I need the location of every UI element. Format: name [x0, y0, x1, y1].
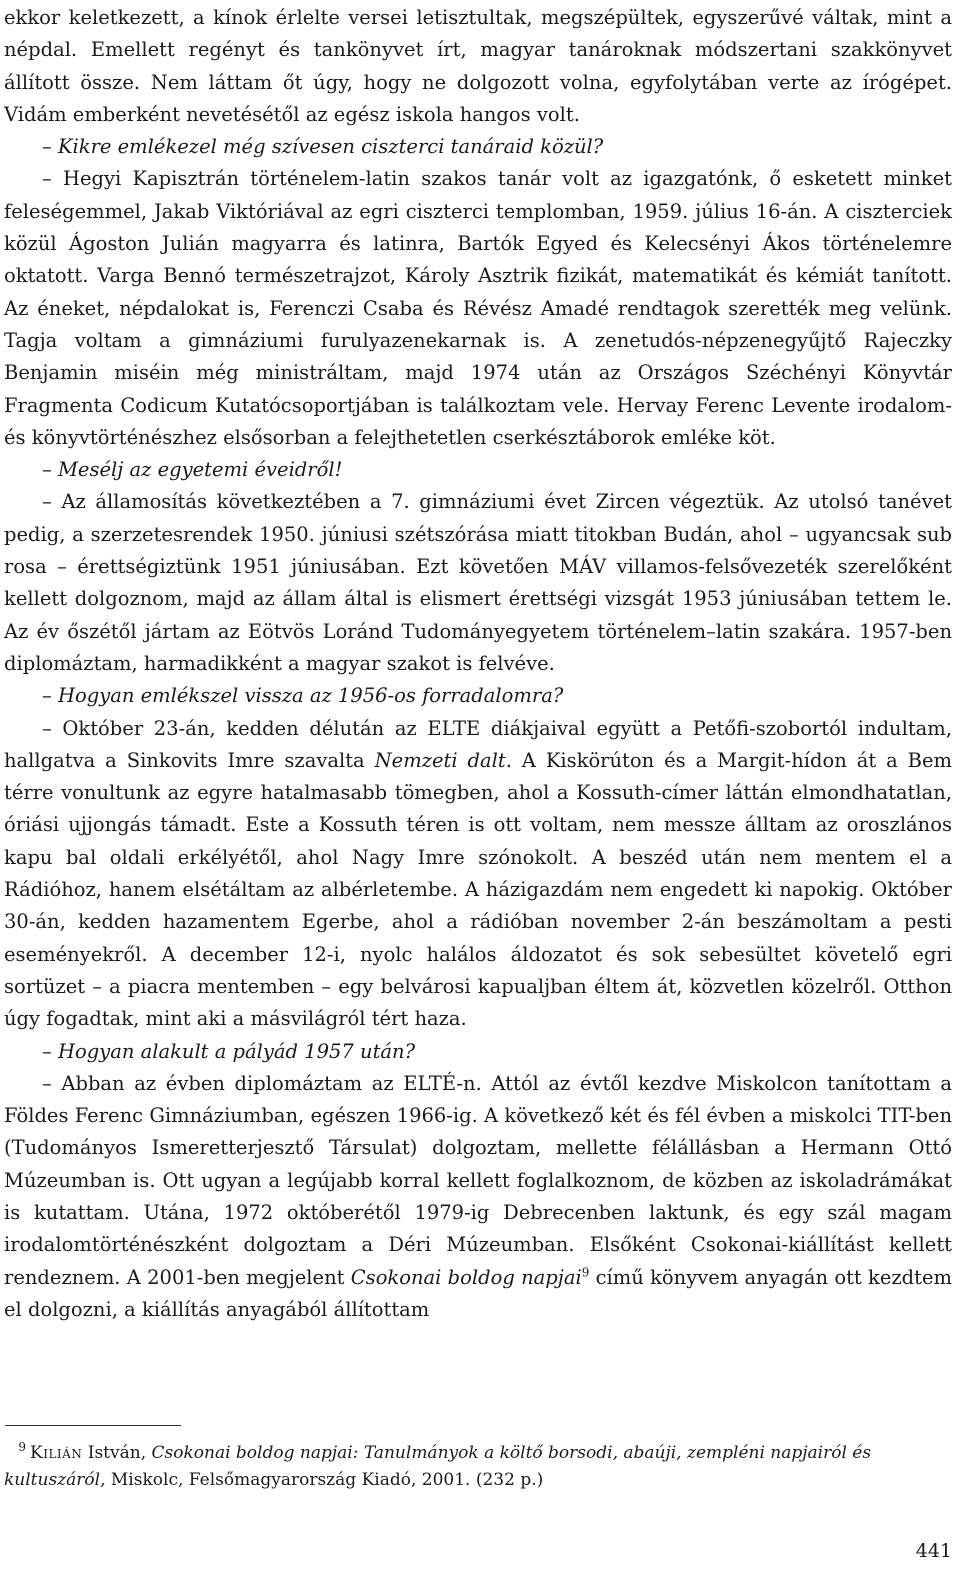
page-number: 441 [915, 1540, 952, 1562]
answer-1 [4, 163, 952, 454]
answer-4-italic-title: Csokonai boldog napjai [350, 1265, 582, 1289]
question-dash: – [42, 458, 58, 482]
question-dash: – [42, 684, 58, 708]
answer-3-italic-title: Nemzeti dalt [374, 748, 506, 772]
question-dash: – [42, 135, 58, 159]
question-4-text: Hogyan alakult a pályád 1957 után? [57, 1039, 416, 1063]
question-4 [4, 1036, 952, 1068]
question-3 [4, 680, 952, 712]
answer-4-text-after: című könyvem anyagán ott kezdtem el dolgozni, a kiállítás anyagából állítottam [4, 1265, 952, 1321]
question-3-text: Hogyan emlékszel vissza az 1956-os forradalomra? [57, 684, 564, 708]
answer-3-text-before: – Október 23-án, kedden délután az ELTE diákjaival együtt a Petőfi-szobortól indultam, hallgatva a Sinkovits Imre szavalta [4, 716, 952, 772]
question-2 [4, 454, 952, 486]
answer-2 [4, 486, 952, 680]
footnote-divider [5, 1425, 181, 1426]
question-1 [4, 131, 952, 163]
footnote-reference[interactable]: 9 [581, 1265, 590, 1280]
footnote-author-given: István, [82, 1443, 152, 1463]
paragraph-1-text: ekkor keletkezett, a kínok érlelte versei letisztultak, megszépültek, egyszerűvé váltak, mint a népdal. Emellett regényt és tankönyvet írt, magyar tanároknak módszertani szakkönyvet állított össze. Nem láttam őt úgy, hogy ne dolgozott volna, egyfolytában verte az írógépet. Vidám emberként nevetésétől az egész iskola hangos volt. [4, 6, 952, 126]
question-2-text: Mesélj az egyetemi éveidről! [57, 458, 343, 482]
footnote-publication: Miskolc, Felsőmagyarország Kiadó, 2001. (232 p.) [105, 1470, 544, 1490]
question-1-text: Kikre emlékezel még szívesen ciszterci tanáraid közül? [57, 135, 604, 159]
footnote-author-surname: Kilián [30, 1443, 83, 1463]
body-text [4, 2, 952, 1326]
answer-4-text-before: – Abban az évben diplomáztam az ELTÉ-n. Attól az évtől kezdve Miskolcon tanítottam a Földes Ferenc Gimnáziumban, egészen 1966-ig. A következő két és fél évben a miskolci TIT-ben (Tudományos Ismeretterjesztő Társulat) dolgoztam, mellette félállásban a Hermann Ottó Múzeumban is. Ott ugyan a legújabb korral kellett foglalkoznom, de közben az iskoladrámákat is kutattam. Utána, 1972 októberétől 1979-ig Debrecenben laktunk, és egy szál magam irodalomtörténészként dolgoztam a Déri Múzeumban. Elsőként Csokonai-kiállítást kellett rendeznem. A 2001-ben megjelent [4, 1071, 952, 1289]
answer-4 [4, 1068, 952, 1326]
answer-1-text: – Hegyi Kapisztrán történelem-latin szakos tanár volt az igazgatónk, ő esketett minket feleségemmel, Jakab Viktóriával az egri ciszterci templomban, 1959. július 16-án. A ciszterciek közül Ágoston Julián magyarra és latinra, Bartók Egyed és Kelecsényi Ákos történelemre oktatott. Varga Bennó természetrajzot, Károly Asztrik fizikát, matematikát és kémiát tanított. Az éneket, népdalokat is, Ferenczi Csaba és Révész Amadé rendtagok szerették meg velünk. Tagja voltam a gimnáziumi furulyazenekarnak is. A zenetudós-népzenegyűjtő Rajeczky Benjamin miséin még ministráltam, majd 1974 után az Országos Széchényi Könyvtár Fragmenta Codicum Kutatócsoportjában is találkoztam vele. Hervay Ferenc Levente irodalom- és könyvtörténészhez elsősorban a felejthetetlen cserkésztáborok emléke köt. [4, 167, 952, 449]
answer-3-text-after: . A Kiskörúton és a Margit-hídon át a Bem térre vonultunk az egyre hatalmasabb tömegben, ahol a Kossuth-címer láttán elmondhatatlan, óriási ujjongás támadt. Este a Kossuth téren is ott voltam, nem messze álltam az oroszlános kapu bal oldali erkélyétől, ahol Nagy Imre szónokolt. A beszéd után nem mentem el a Rádióhoz, hanem elsétáltam az albérletembe. A házigazdám nem engedett ki napokig. Október 30-án, kedden hazamentem Egerbe, ahol a rádióban november 2-án beszámoltam a pesti eseményekről. A december 12-i, nyolc halálos áldozatot és sok sebesültet követelő egri sortüzet – a piacra mentemben – egy belvárosi kapualjban éltem át, közvetlen közelről. Otthon úgy fogadtak, mint aki a másvilágról tért haza. [4, 748, 952, 1031]
paragraph-1 [4, 2, 952, 131]
question-dash: – [42, 1039, 58, 1063]
answer-3 [4, 713, 952, 1036]
footnote-title: Csokonai boldog napjai: Tanulmányok a költő borsodi, abaúji, zempléni napjairól és kultuszáról, [4, 1443, 872, 1490]
answer-2-text: – Az államosítás következtében a 7. gimnáziumi évet Zircen végeztük. Az utolsó tanévet pedig, a szerzetesrendek 1950. júniusi szétszórása miatt titokban Budán, ahol – ugyancsak sub rosa – érettségiztünk 1951 júniusában. Ezt követően MÁV villamos-felsővezeték szerelőként kellett dolgoznom, majd az állam által is elismert érettségi vizsgát 1953 júniusában tettem le. Az év őszétől jártam az Eötvös Loránd Tudományegyetem történelem–latin szakára. 1957-ben diplomáztam, harmadikként a magyar szakot is felvéve. [4, 490, 952, 675]
footnote: 9 Kilián István, Csokonai boldog napjai: Tanulmányok a költő borsodi, abaúji, zempléni napjairól és kultuszáról, Miskolc, Felsőmagyarország Kiadó, 2001. (232 p.) [4, 1440, 872, 1490]
